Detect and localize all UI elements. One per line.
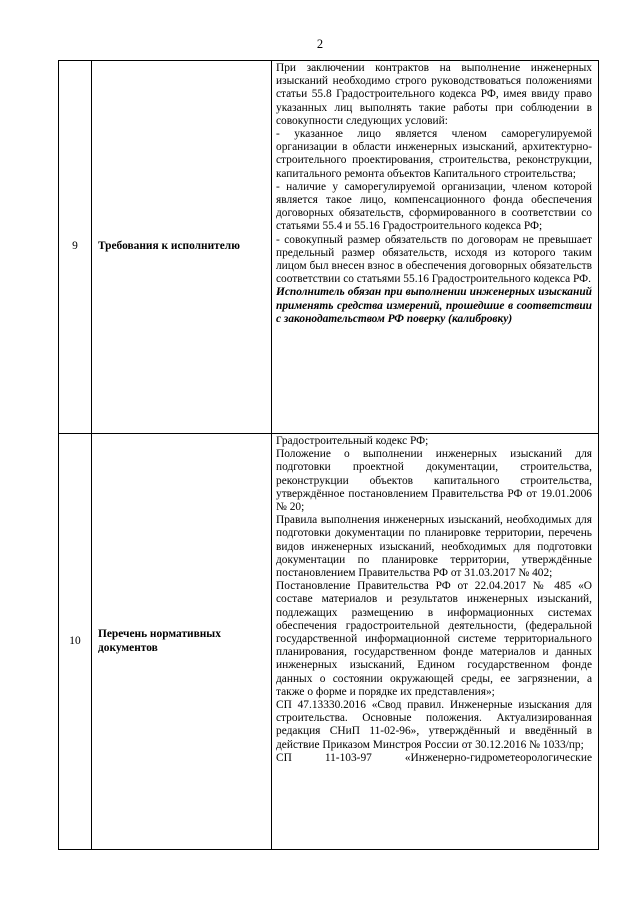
content-paragraph: - указанное лицо является членом саморегулируемой организации в области инженерных изысканий, архитектурно-строительного проектирования, строительства, реконструкции, капитального ремонта объектов Капитального строительства;	[276, 128, 592, 180]
row-content	[272, 434, 599, 850]
row-title: Требования к исполнителю	[92, 61, 272, 434]
table-row	[59, 434, 599, 850]
content-paragraph: При заключении контрактов на выполнение инженерных изысканий необходимо строго руководствоваться положениями статьи 55.8 Градостроительного кодекса РФ, имея ввиду право указанных лиц выполнять такие работы при соблюдении в совокупности следующих условий:	[276, 62, 592, 127]
row-number: 10	[59, 434, 92, 850]
content-paragraph: - наличие у саморегулируемой организации, членом которой является такое лицо, компенсационного фонда обеспечения договорных обязательств, сформированного в соответствии со статьями 55.4 и 55.16 Градостроительного кодекса РФ;	[276, 180, 592, 233]
table-row	[59, 61, 599, 434]
requirements-table	[58, 60, 599, 850]
content-paragraph: СП 47.13330.2016 «Свод правил. Инженерные изыскания для строительства. Основные положения. Актуализированная редакция СНиП 11-02-96», утверждённый и введённый в действие Приказом Минстроя России от 30.12.2016 № 1033/пр;	[276, 699, 592, 751]
content-paragraph: Положение о выполнении инженерных изысканий для подготовки проектной документации, строительства, реконструкции объектов капитального строительства, утверждённое постановлением Правительства РФ от 19.01.2006 № 20;	[276, 448, 592, 514]
row-title: Перечень нормативных документов	[92, 434, 272, 850]
content-paragraph: Правила выполнения инженерных изысканий, необходимых для подготовки документации по планировке территории, перечень видов инженерных изысканий, необходимых для подготовки документации по планировке территории, утверждённые постановлением Правительства РФ от 31.03.2017 № 402;	[276, 514, 592, 580]
content-paragraph: Постановление Правительства РФ от 22.04.2017 № 485 «О составе материалов и результатов инженерных изысканий, подлежащих размещению в информационных системах обеспечения градостроительной деятельности, (федеральной государственной информационной системе территориального планирования, государственном фонде материалов и данных инженерных изысканий, Едином государственном фонде данных о состоянии окружающей среды, ее загрязнении, а также о форме и порядке их представления»;	[276, 580, 592, 698]
content-paragraph: Градостроительный кодекс РФ;	[276, 435, 429, 447]
emphasis-paragraph: Исполнитель обязан при выполнении инженерных изысканий применять средства измерений, прошедшие в соответствии с законодательством РФ поверку (калибровку)	[276, 286, 592, 325]
content-paragraph: - совокупный размер обязательств по договорам не превышает предельный размер обязательств, исходя из которого таким лицом был внесен взнос в обеспечения договорных обязательств соответствии со статьями 55.16 Градостроительного кодекса РФ.	[276, 233, 592, 286]
content-paragraph-truncated: СП 11-103-97 «Инженерно-гидрометеорологические	[276, 751, 592, 764]
page-number: 2	[316, 37, 324, 51]
row-content	[272, 61, 599, 434]
row-number: 9	[59, 61, 92, 434]
